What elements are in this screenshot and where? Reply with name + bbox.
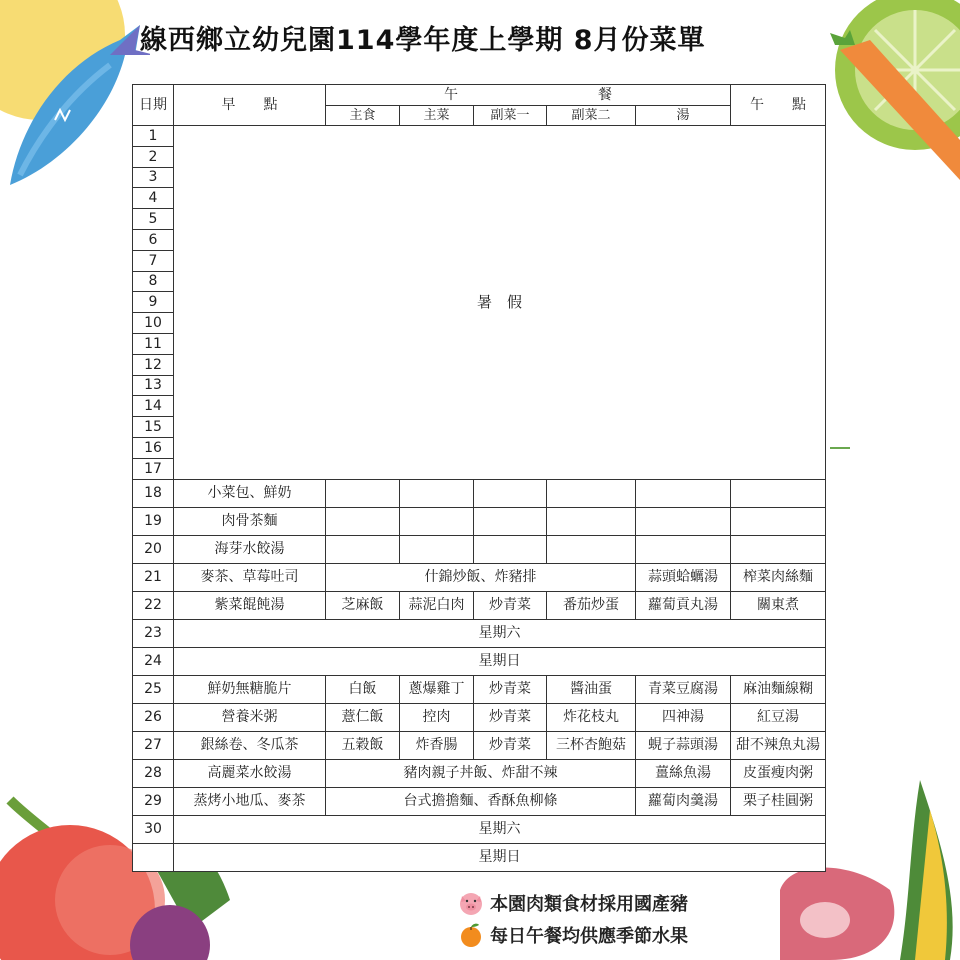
- table-row: [133, 703, 826, 731]
- staple-cell: [326, 535, 400, 563]
- lunch-combined-cell: 豬肉親子丼飯、炸甜不辣: [326, 759, 636, 787]
- table-row: [133, 591, 826, 619]
- table-row: [133, 507, 826, 535]
- table-row: [133, 126, 826, 147]
- snack-cell: 榨菜肉絲麵: [731, 563, 826, 591]
- breakfast-cell: 麥茶、草莓吐司: [174, 563, 326, 591]
- table-row: [133, 619, 826, 647]
- header-side2: 副菜二: [547, 106, 636, 126]
- header-snack: 午 點: [731, 85, 826, 126]
- day-number: 24: [133, 647, 174, 675]
- snack-cell: [731, 479, 826, 507]
- side-dish-2-cell: [547, 507, 636, 535]
- main-dish-cell: [400, 507, 474, 535]
- day-number: 8: [133, 271, 174, 292]
- vacation-rows: [133, 126, 826, 480]
- day-number: 3: [133, 167, 174, 188]
- snack-cell: [731, 535, 826, 563]
- snack-cell: 甜不辣魚丸湯: [731, 731, 826, 759]
- weekend-label: 星期六: [174, 815, 826, 843]
- main-dish-cell: 蔥爆雞丁: [400, 675, 474, 703]
- header-side1: 副菜一: [474, 106, 547, 126]
- weekend-label: 星期日: [174, 647, 826, 675]
- side-dish-2-cell: [547, 479, 636, 507]
- note-pork-text: 本園肉類食材採用國產豬: [490, 894, 688, 915]
- main-dish-cell: [400, 479, 474, 507]
- note-pork: [458, 890, 688, 916]
- soup-cell: 四神湯: [636, 703, 731, 731]
- day-number: 28: [133, 759, 174, 787]
- day-rows: [133, 479, 826, 871]
- main-dish-cell: 蒜泥白肉: [400, 591, 474, 619]
- side-dish-2-cell: [547, 535, 636, 563]
- orange-icon: [458, 922, 484, 948]
- menu-table: [132, 84, 826, 872]
- main-dish-cell: 炸香腸: [400, 731, 474, 759]
- side-dish-2-cell: 醬油蛋: [547, 675, 636, 703]
- staple-cell: 芝麻飯: [326, 591, 400, 619]
- breakfast-cell: 高麗菜水餃湯: [174, 759, 326, 787]
- breakfast-cell: 營養米粥: [174, 703, 326, 731]
- soup-cell: [636, 535, 731, 563]
- soup-cell: 薑絲魚湯: [636, 759, 731, 787]
- day-number: 1: [133, 126, 174, 147]
- staple-cell: 白飯: [326, 675, 400, 703]
- side-dish-2-cell: 三杯杏鮑菇: [547, 731, 636, 759]
- main-dish-cell: [400, 535, 474, 563]
- breakfast-cell: 鮮奶無糖脆片: [174, 675, 326, 703]
- soup-cell: [636, 479, 731, 507]
- header-breakfast: 早 點: [174, 85, 326, 126]
- snack-cell: 栗子桂圓粥: [731, 787, 826, 815]
- table-row: [133, 675, 826, 703]
- lunch-combined-cell: 什錦炒飯、炸豬排: [326, 563, 636, 591]
- table-row: [133, 787, 826, 815]
- day-number: 16: [133, 437, 174, 458]
- soup-cell: 蒜頭蛤蠣湯: [636, 563, 731, 591]
- staple-cell: [326, 479, 400, 507]
- header-row: [133, 85, 826, 106]
- snack-cell: 皮蛋瘦肉粥: [731, 759, 826, 787]
- breakfast-cell: 銀絲卷、冬瓜茶: [174, 731, 326, 759]
- soup-cell: 青菜豆腐湯: [636, 675, 731, 703]
- breakfast-cell: 紫菜餛飩湯: [174, 591, 326, 619]
- main-dish-cell: 控肉: [400, 703, 474, 731]
- table-row: [133, 479, 826, 507]
- breakfast-cell: 肉骨茶麵: [174, 507, 326, 535]
- soup-cell: [636, 507, 731, 535]
- day-number: 23: [133, 619, 174, 647]
- side-dish-1-cell: 炒青菜: [474, 731, 547, 759]
- page-title: 線西鄉立幼兒園114學年度上學期 8月份菜單: [140, 25, 706, 56]
- day-number: 29: [133, 787, 174, 815]
- table-row: [133, 815, 826, 843]
- header-soup: 湯: [636, 106, 731, 126]
- side-dish-1-cell: 炒青菜: [474, 591, 547, 619]
- day-number: 19: [133, 507, 174, 535]
- header-lunch: 午 餐: [326, 85, 731, 106]
- day-number: 5: [133, 209, 174, 230]
- day-number: 6: [133, 229, 174, 250]
- staple-cell: 五穀飯: [326, 731, 400, 759]
- staple-cell: [326, 507, 400, 535]
- header-main: 主菜: [400, 106, 474, 126]
- table-row: [133, 843, 826, 871]
- breakfast-cell: 海芽水餃湯: [174, 535, 326, 563]
- weekend-label: 星期日: [174, 843, 826, 871]
- day-number: [133, 843, 174, 871]
- side-dish-1-cell: 炒青菜: [474, 703, 547, 731]
- day-number: 22: [133, 591, 174, 619]
- side-dish-1-cell: [474, 535, 547, 563]
- table-row: [133, 731, 826, 759]
- day-number: 27: [133, 731, 174, 759]
- fish-illustration: [0, 15, 150, 195]
- day-number: 17: [133, 458, 174, 479]
- table-row: [133, 563, 826, 591]
- staple-cell: 薏仁飯: [326, 703, 400, 731]
- soup-cell: 蘿蔔貢丸湯: [636, 591, 731, 619]
- day-number: 14: [133, 396, 174, 417]
- note-fruit-text: 每日午餐均供應季節水果: [490, 926, 688, 947]
- side-dish-1-cell: 炒青菜: [474, 675, 547, 703]
- day-number: 13: [133, 375, 174, 396]
- side-dish-1-cell: [474, 479, 547, 507]
- day-number: 2: [133, 146, 174, 167]
- day-number: 26: [133, 703, 174, 731]
- day-number: 9: [133, 292, 174, 313]
- lunch-combined-cell: 台式擔擔麵、香酥魚柳條: [326, 787, 636, 815]
- day-number: 7: [133, 250, 174, 271]
- day-number: 30: [133, 815, 174, 843]
- day-number: 11: [133, 333, 174, 354]
- breakfast-cell: 蒸烤小地瓜、麥茶: [174, 787, 326, 815]
- table-row: [133, 759, 826, 787]
- carrot-illustration: [830, 30, 960, 190]
- snack-cell: 關東煮: [731, 591, 826, 619]
- side-dish-2-cell: 炸花枝丸: [547, 703, 636, 731]
- side-dish-1-cell: [474, 507, 547, 535]
- header-date: 日期: [133, 85, 174, 126]
- soup-cell: 蘿蔔肉羹湯: [636, 787, 731, 815]
- snack-cell: 紅豆湯: [731, 703, 826, 731]
- table-row: [133, 535, 826, 563]
- soup-cell: 蜆子蒜頭湯: [636, 731, 731, 759]
- side-dish-2-cell: 番茄炒蛋: [547, 591, 636, 619]
- pig-icon: [458, 890, 484, 916]
- header-staple: 主食: [326, 106, 400, 126]
- day-number: 12: [133, 354, 174, 375]
- day-number: 18: [133, 479, 174, 507]
- snack-cell: 麻油麵線糊: [731, 675, 826, 703]
- table-row: [133, 647, 826, 675]
- vacation-label: 暑 假: [174, 126, 826, 480]
- dash-mark: [830, 446, 850, 450]
- day-number: 15: [133, 417, 174, 438]
- day-number: 20: [133, 535, 174, 563]
- day-number: 25: [133, 675, 174, 703]
- day-number: 21: [133, 563, 174, 591]
- snack-cell: [731, 507, 826, 535]
- note-fruit: [458, 922, 688, 948]
- day-number: 4: [133, 188, 174, 209]
- weekend-label: 星期六: [174, 619, 826, 647]
- day-number: 10: [133, 313, 174, 334]
- breakfast-cell: 小菜包、鮮奶: [174, 479, 326, 507]
